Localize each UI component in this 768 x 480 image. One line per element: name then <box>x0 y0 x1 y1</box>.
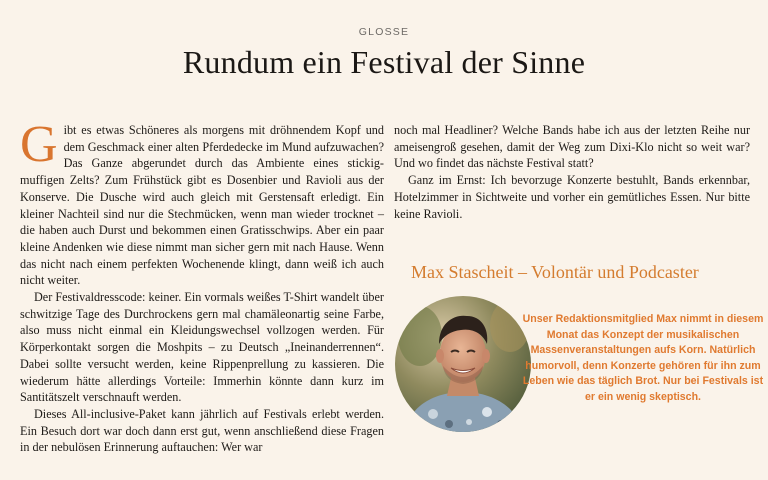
paragraph-text: ibt es etwas Schöneres als morgens mit dröhnendem Kopf und dem Geschmack einer alten Pferdedecke im Mund aufzuwachen? Das Ganze abgerundet durch das Ambiente eines stickig-muffigen Zelts? Zum Frühstück gibt es Dosenbier und Ravioli aus der Konserve. Die Dusche wird auch gleich mit Gerstensaft erledigt. Ein kleiner Nachteil sind nur die Stechmücken, wenn man wieder trocknet – die haben auch Durst und bekommen einen Gratisschwips. Aber ein paar kleine Andenken wie diese nimmt man sicher gern mit nach Hause. Wenn das nicht nach einem perfekten Wochenende klingt, dann weiß ich auch nicht weiter. <box>20 123 384 288</box>
drop-cap: G <box>20 116 58 173</box>
article-paragraph: noch mal Headliner? Welche Bands habe ich aus der letzten Reihe nur ameisengroß gesehen, damit der Weg zum Dixi-Klo nicht so weit war? Und wo findet das nächste Festival statt? <box>394 123 750 171</box>
author-bio: Unser Redaktionsmitglied Max nimmt in diesem Monat das Konzept der musikalischen Massenveranstaltungen aufs Korn. Natürlich humorvoll, denn Konzerte gehören für ihn zum Leben wie das täglich Brot. Nur bei Festivals ist er ein wenig skeptisch. <box>522 313 764 403</box>
author-name: Max Stascheit – Volontär und Podcaster <box>411 262 699 282</box>
article-title: Rundum ein Festival der Sinne <box>182 44 586 80</box>
article-paragraph: Dieses All-inclusive-Paket kann jährlich auf Festivals erlebt werden. Ein Besuch dort war doch dann erst gut, wenn anschließend diese Fragen in der nebulösen Erinnerung auftauchen: Wer war <box>20 406 384 455</box>
article-paragraph <box>20 116 384 289</box>
author-portrait-icon <box>395 296 531 432</box>
article-column-right <box>394 122 750 222</box>
article-paragraph: Ganz im Ernst: Ich bevorzuge Konzerte bestuhlt, Bands erkennbar, Hotelzimmer in Sichtweite und vorher ein gemütliches Essen. Nur bitte keine Ravioli. <box>394 173 750 221</box>
article-column-left <box>20 116 384 456</box>
author-photo <box>395 296 531 432</box>
article-kicker: GLOSSE <box>358 26 410 38</box>
article-paragraph: Der Festivaldresscode: keiner. Ein vormals weißes T-Shirt wandelt über schwitzige Tage des Durchrockens gern mal chamäleonartig seine Farbe, also muss nicht einmal ein Kleidungswechsel vollzogen werden. Für Körperkontakt sorgen die Moshpits – zu Deutsch „Ineinanderrennen“. Dabei sollte versucht werden, keine Rippenprellung zu kassieren. Die wiederum hätte allerdings Vorteile: Immerhin könnte dann kurz im Santitätszelt verschnauft werden. <box>20 290 384 405</box>
